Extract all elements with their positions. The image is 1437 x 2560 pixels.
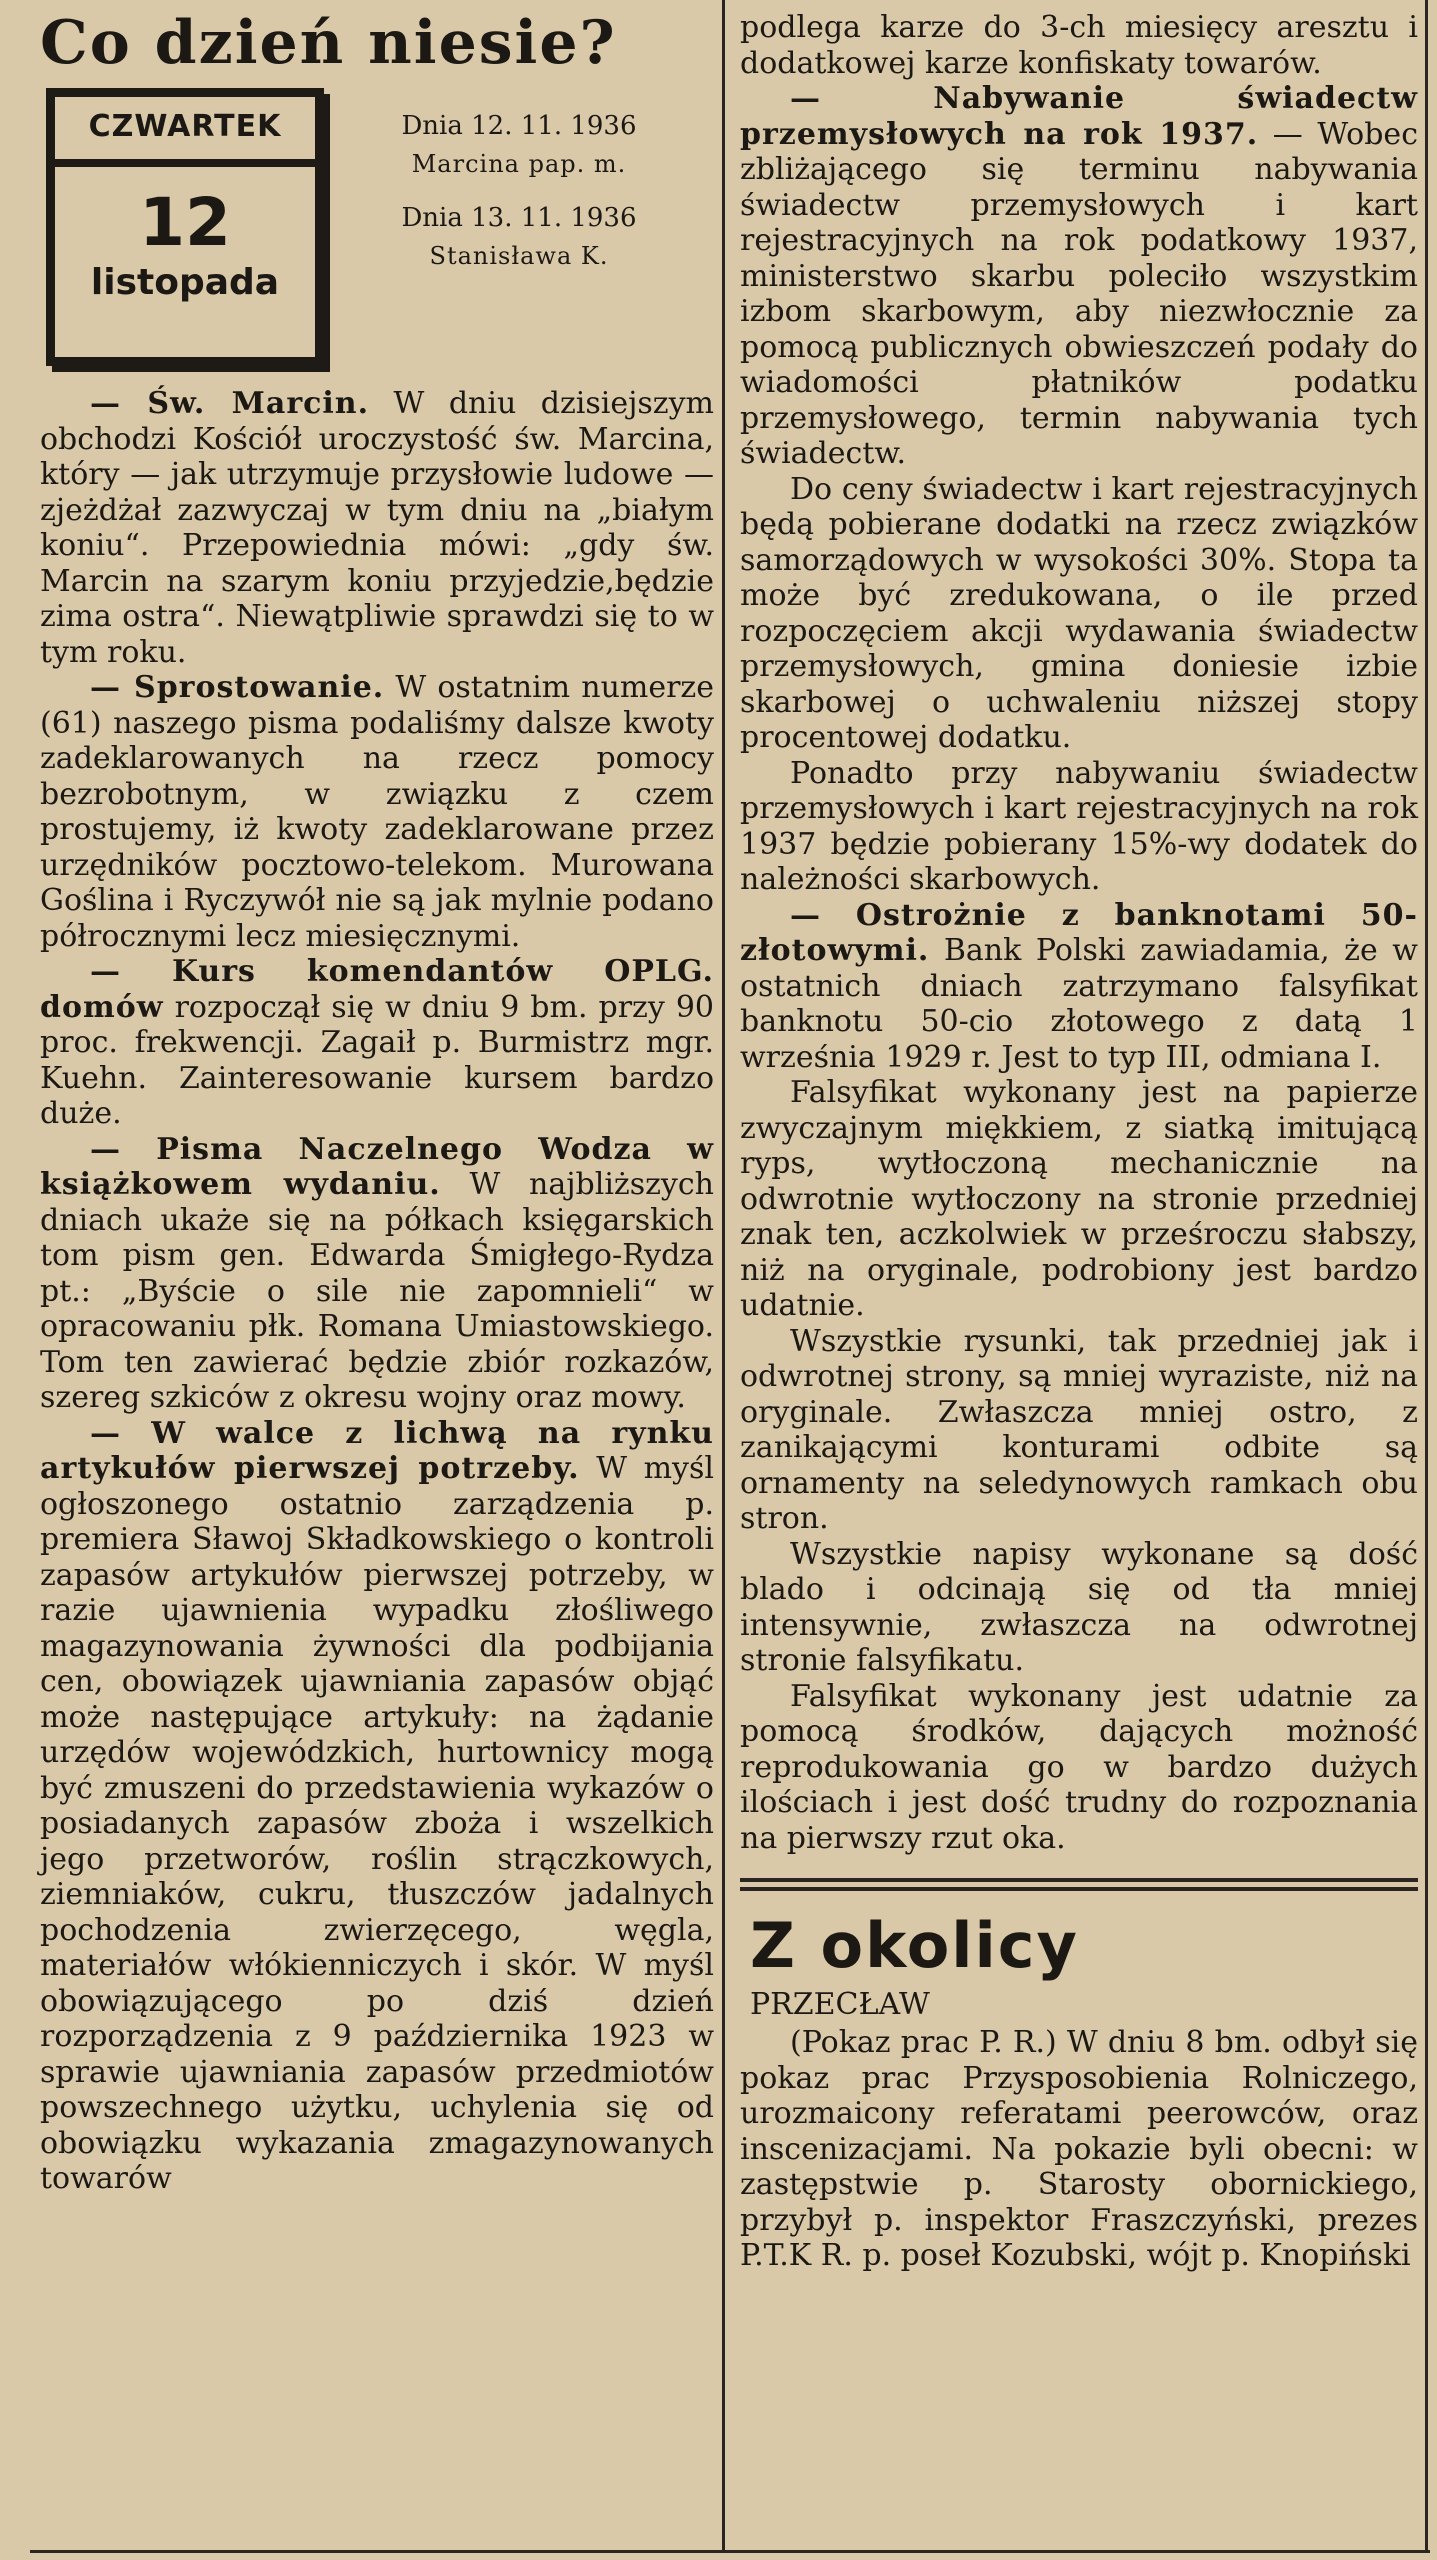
nameday-date: Dnia 13. 11. 1936 [401, 203, 637, 233]
article-paragraph [40, 1132, 714, 1416]
nameday-name: Stanisława K. [429, 242, 609, 270]
nameday-date: Dnia 12. 11. 1936 [401, 111, 637, 141]
article-paragraph [40, 386, 714, 670]
bottom-border [30, 2550, 1430, 2553]
section-title: Co dzień niesie? [40, 8, 617, 78]
article-paragraph: Do ceny świadectw i kart rejestracyjnych będą pobierane dodatki na rzecz związków samorządowych w wysokości 30%. Stopa ta może być zredukowana, o ile przed rozpoczęciem akcji wydawania świadectw przemysłowych, gmina doniesie izbie skarbowej o uchwaleniu niższej stopy procentowej dodatku. [740, 471, 1418, 755]
right-border [1425, 0, 1428, 2550]
article-headline: — Kurs komendantów OPLG. domów [40, 954, 714, 1025]
calendar-month: listopada [90, 262, 280, 303]
left-column [40, 10, 714, 2197]
article-headline: — Ostrożnie z banknotami 50-złotowymi. [740, 897, 1418, 968]
place-heading: PRZECŁAW [750, 1987, 930, 2022]
article-paragraph [740, 81, 1418, 472]
calendar-box [46, 88, 324, 366]
calendar-weekday: CZWARTEK [55, 97, 315, 167]
calendar-row [40, 88, 714, 366]
calendar-day: 12 [139, 184, 231, 261]
article-paragraph [740, 898, 1418, 1076]
article-headline: — Sprostowanie. [90, 670, 385, 705]
article-paragraph: (Pokaz prac P. R.) W dniu 8 bm. odbył się pokaz prac Przysposobienia Rolniczego, urozmaicony referatami peerowców, oraz inscenizacjami. Na pokazie byli obecni: w zastępstwie p. Starosty obornickiego, przybył p. inspektor Fraszczyński, prezes P.T.K R. p. poseł Kozubski, wójt p. Knopiński [740, 2025, 1418, 2273]
section-separator [740, 1878, 1418, 1891]
article-headline: — Pisma Naczelnego Wodza w książkowem wydaniu. [40, 1131, 714, 1202]
column-divider [722, 0, 725, 2550]
article-paragraph: Wszystkie napisy wykonane są dość blado i odcinają się od tła mniej intensywnie, zwłaszcza na odwrotnej stronie falsyfikatu. [740, 1536, 1418, 1678]
article-paragraph: Wszystkie rysunki, tak przedniej jak i odwrotnej strony, są mniej wyraziste, niż na oryginale. Zwłaszcza mniej ostro, z zanikającymi konturami odbite są ornamenty na seledynowych ramkach obu stron. [740, 1323, 1418, 1536]
article-body: W dniu dzisiejszym obchodzi Kościół uroczystość św. Marcina, który — jak utrzymuje przysłowie ludowe — zjeżdżał zazwyczaj w tym dniu na „białym koniu“. Przepowiednia mówi: „gdy św. Marcin na szarym koniu przyjedzie,będzie zima ostra“. Niewątpliwie sprawdzi się to w tym roku. [40, 386, 714, 670]
section-title-okolice: Z okolicy [750, 1909, 1079, 1982]
article-paragraph: Falsyfikat wykonany jest udatnie za pomocą środków, dających możność reprodukowania go w bardzo dużych ilościach i jest dość trudny do rozpoznania na pierwszy rzut oka. [740, 1678, 1418, 1856]
namedays [324, 88, 714, 292]
continuation-text: podlega karze do 3-ch miesięcy aresztu i dodatkowej karze konfiskaty towarów. [740, 10, 1418, 81]
article-body: W ostatnim numerze (61) naszego pisma podaliśmy dalsze kwoty zadeklarowanych na rzecz pomocy bezrobotnym, w związku z czem prostujemy, iż kwoty zadeklarowane przez urzędników pocztowo-telekom. Murowana Goślina i Ryczywół nie są jak mylnie podano półrocznymi lecz miesięcznymi. [40, 670, 714, 954]
article-headline: — Św. Marcin. [90, 386, 370, 421]
article-headline: — Nabywanie świadectw przemysłowych na rok 1937. [740, 81, 1418, 152]
article-body: Bank Polski zawiadamia, że w ostatnich dniach zatrzymano falsyfikat banknotu 50-cio złotowego z datą 1 września 1929 r. Jest to typ III, odmiana I. [740, 933, 1418, 1075]
article-paragraph [40, 1416, 714, 2197]
article-body: W najbliższych dniach ukaże się na półkach księgarskich tom pism gen. Edwarda Śmigłego-Rydza pt.: „Byście o sile nie zapomnieli“ w opracowaniu płk. Romana Umiastowskiego. Tom ten zawierać będzie zbiór rozkazów, szereg szkiców z okresu wojny oraz mowy. [40, 1167, 715, 1415]
article-body: rozpoczął się w dniu 9 bm. przy 90 proc. frekwencji. Zagaił p. Burmistrz mgr. Kuehn. Zainteresowanie kursem bardzo duże. [40, 989, 714, 1131]
nameday-name: Marcina pap. m. [411, 150, 627, 178]
article-body: — Wobec zbliżającego się terminu nabywania świadectw przemysłowych i kart rejestracyjnych na rok podatkowy 1937, ministerstwo skarbu poleciło wszystkim izbom skarbowym, aby niezwłocznie za pomocą publicznych obwieszczeń podały do wiadomości płatników podatku przemysłowego, termin nabywania tych świadectw. [740, 116, 1418, 471]
article-paragraph [40, 954, 714, 1132]
article-paragraph: Falsyfikat wykonany jest na papierze zwyczajnym miękkiem, z siatką imitującą ryps, wytłoczoną mechanicznie na odwrotnie wytłoczony na stronie przedniej znak ten, aczkolwiek w prześroczu słabszy, niż na oryginale, podrobiony jest bardzo udatnie. [740, 1075, 1418, 1323]
right-column [740, 10, 1418, 2274]
article-paragraph: Ponadto przy nabywaniu świadectw przemysłowych i kart rejestracyjnych na rok 1937 będzie pobierany 15%-wy dodatek do należności skarbowych. [740, 755, 1418, 897]
article-headline: — W walce z lichwą na rynku artykułów pierwszej potrzeby. [40, 1415, 714, 1486]
article-body: W myśl ogłoszonego ostatnio zarządzenia p. premiera Sławoj Składkowskiego o kontroli zapasów artykułów pierwszej potrzeby, w razie ujawnienia wypadku złośliwego magazynowania żywności dla podbijania cen, obowiązek ujawniania zapasów objąć może następujące artykuły: na żądanie urzędów wojewódzkich, hurtownicy mogą być zmuszeni do przedstawienia wykazów o posiadanych zapasów zboża i wszelkich jego przetworów, roślin strączkowych, ziemniaków, cukru, tłuszczów jadalnych pochodzenia zwierzęcego, węgla, materiałów włókienniczych i skór. W myśl obowiązującego po dziś dzień rozporządzenia z 9 października 1923 w sprawie ujawniania zapasów przedmiotów powszechnego użytku, uchylenia się od obowiązku wykazania zmagazynowanych towarów [40, 1451, 714, 2196]
article-paragraph [40, 670, 714, 954]
